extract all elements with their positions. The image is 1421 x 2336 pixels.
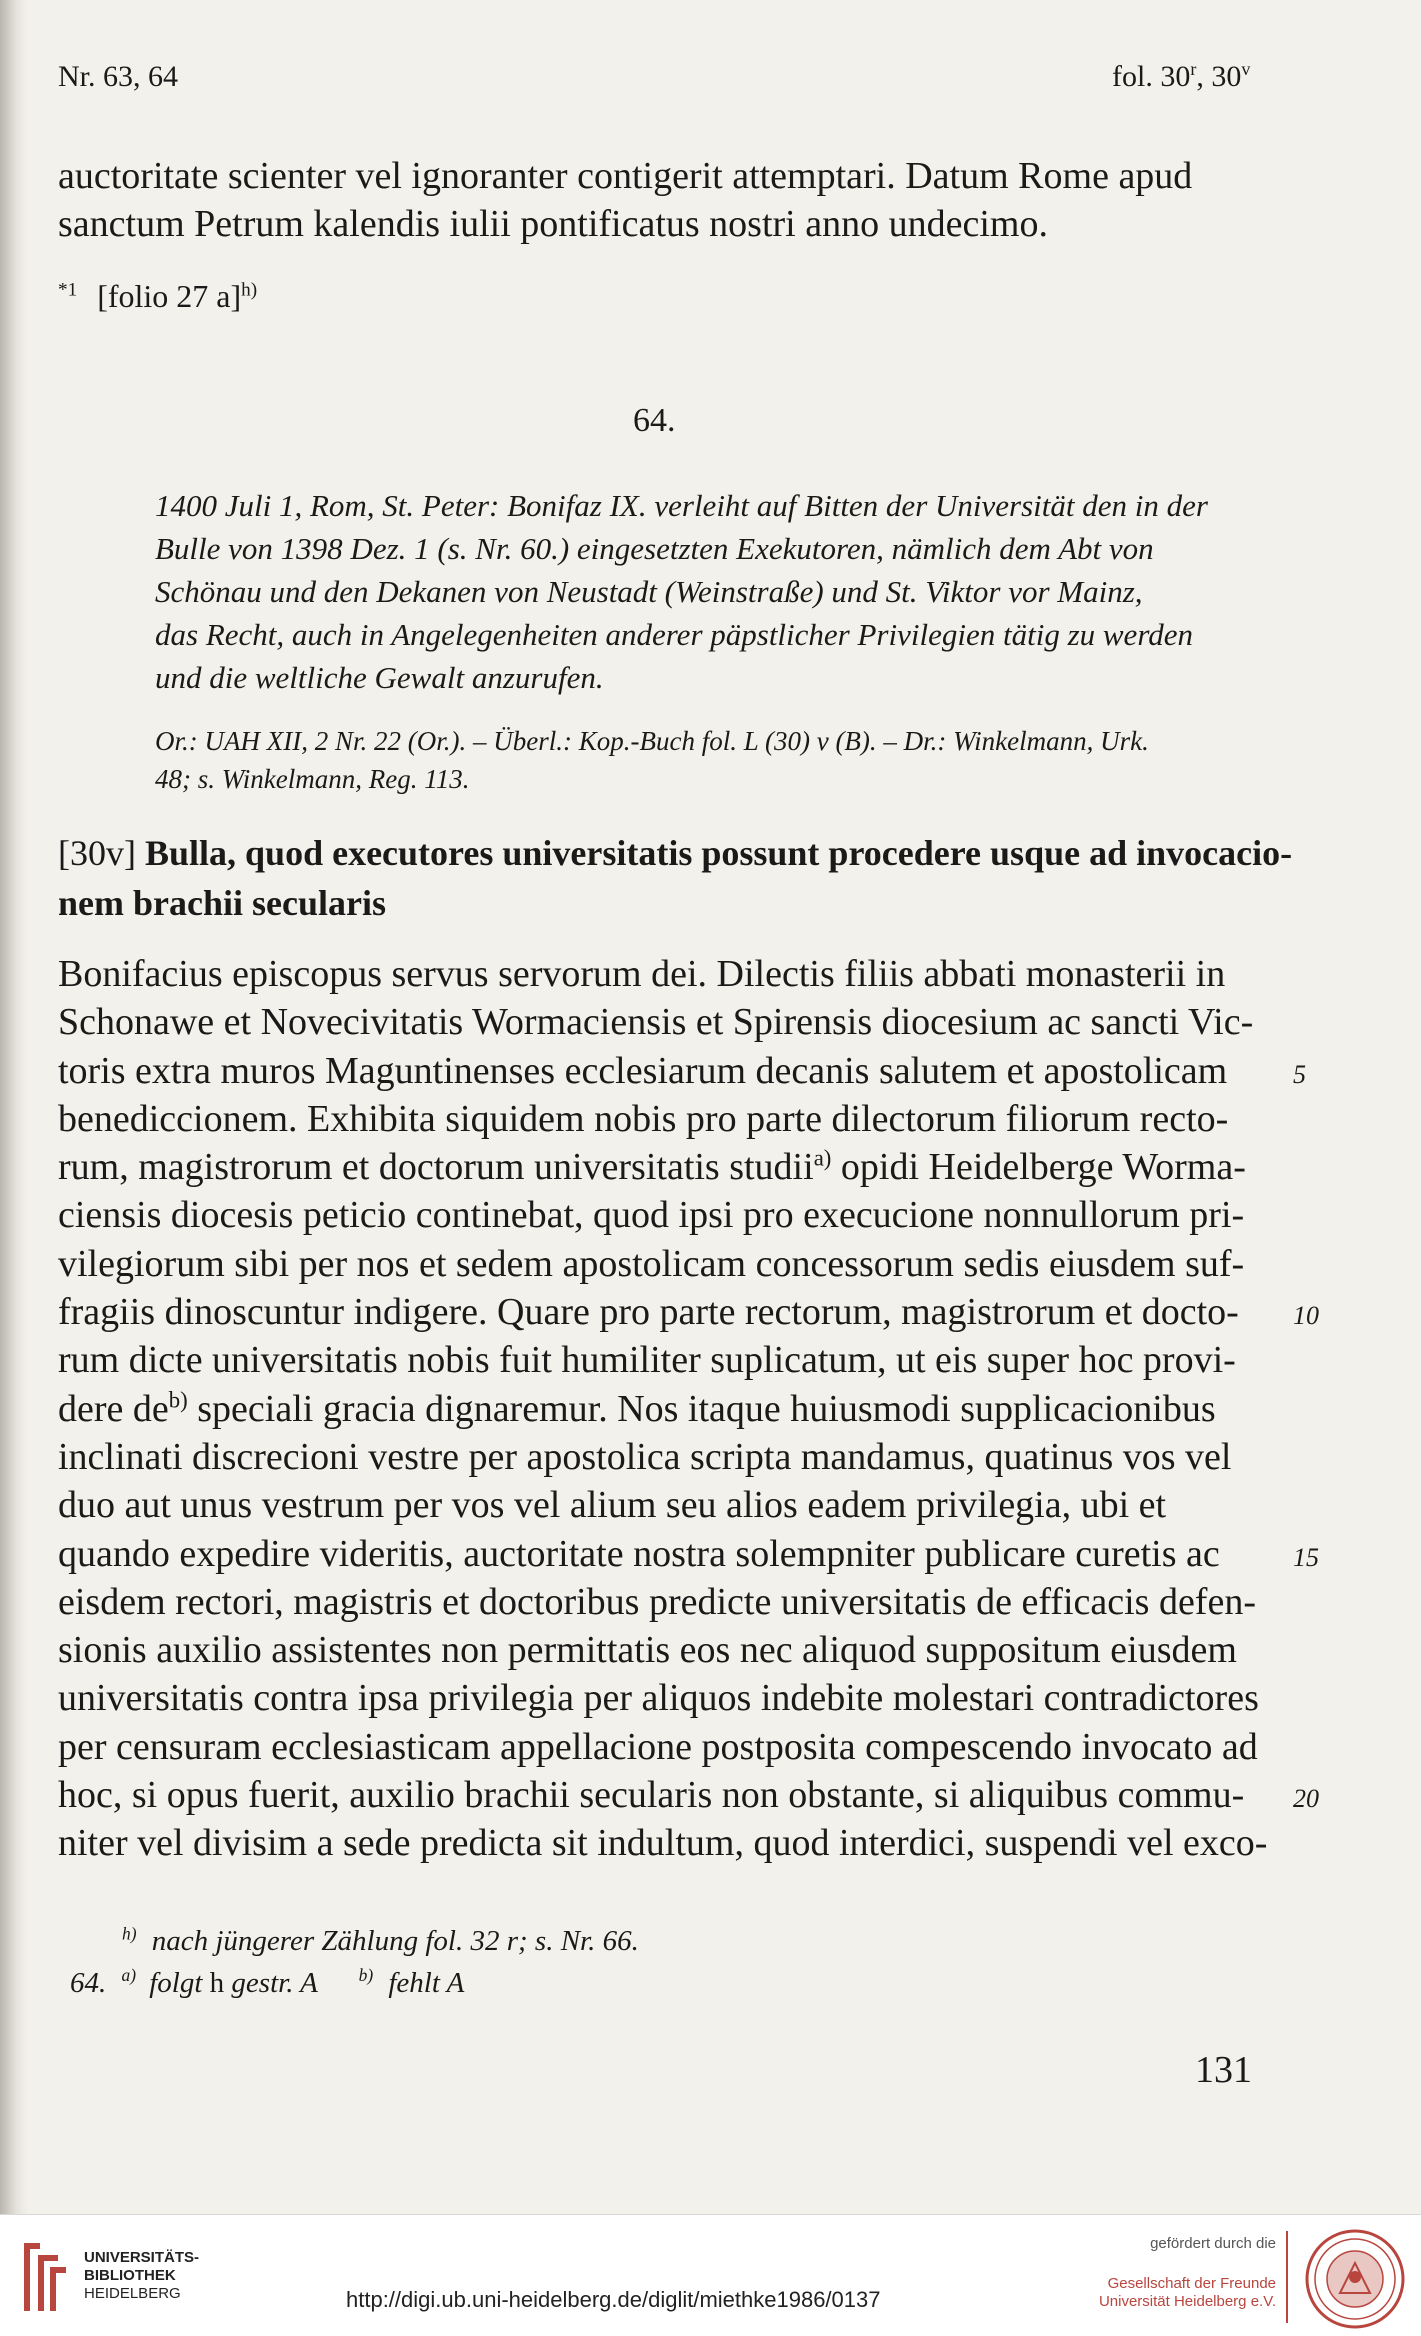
folio-note-sup: h) bbox=[241, 279, 258, 301]
regest-line: das Recht, auch in Angelegenheiten anderer päpstlicher Privilegien tätig zu werden bbox=[155, 617, 1193, 652]
heading-title-1: Bulla, quod executores universitatis possunt procedere usque ad invocacio- bbox=[144, 833, 1293, 873]
regest-line: und die weltliche Gewalt anzurufen. bbox=[155, 660, 604, 695]
source-line: 48; s. Winkelmann, Reg. 113. bbox=[155, 764, 470, 794]
heading-line bbox=[58, 878, 1268, 928]
running-head-right bbox=[1112, 60, 1250, 94]
university-seal-icon bbox=[1300, 2227, 1410, 2331]
running-head-left-text: Nr. 63, 64 bbox=[58, 60, 178, 93]
main-line: ciensis diocesis peticio continebat, quod ipsi pro execucione nonnullorum pri- bbox=[58, 1194, 1245, 1237]
document-number: 64. bbox=[633, 402, 676, 439]
regest bbox=[155, 484, 1255, 699]
main-line: sionis auxilio assistentes non permittatis eos nec aliquod suppositum eiusdem bbox=[58, 1629, 1237, 1672]
text-line: sanctum Petrum kalendis iulii pontificatus nostri anno undecimo. bbox=[58, 203, 1048, 245]
folio-text: fol. 30 bbox=[1112, 60, 1191, 93]
closing-paragraph bbox=[58, 152, 1258, 248]
main-line: fragiis dinoscuntur indigere. Quare pro parte rectorum, magistrorum et docto- 10 bbox=[58, 1288, 1268, 1336]
folio-sup-r: r bbox=[1190, 59, 1197, 79]
document-heading bbox=[58, 828, 1293, 928]
line-number: 20 bbox=[1293, 1784, 1319, 1814]
main-line: niter vel divisim a sede predicta sit indultum, quod interdici, suspendi vel exco- bbox=[58, 1822, 1268, 1865]
main-line: hoc, si opus fuerit, auxilio brachii secularis non obstante, si aliquibus commu- 20 bbox=[58, 1771, 1268, 1819]
main-line: Schonawe et Novecivitatis Wormaciensis et Spirensis diocesium ac sancti Vic- bbox=[58, 1001, 1254, 1044]
main-line: Bonifacius episcopus servus servorum dei. Dilectis filiis abbati monasterii in bbox=[58, 953, 1226, 995]
footer-bar bbox=[0, 2214, 1421, 2336]
footnotes bbox=[70, 1920, 639, 2004]
library-logo-icon bbox=[10, 2237, 74, 2317]
main-line: dere $de^{b)}$ speciali gracia dignaremur. Nos itaque huiusmodi supplicacionibus bbox=[58, 1387, 1216, 1430]
main-line: rum, magistrorum et doctorum universitatis studii$^{a)}$ opidi Heidelberge Worma- bbox=[58, 1145, 1246, 1189]
folio-note bbox=[58, 278, 257, 315]
folio-text-2: , 30 bbox=[1196, 60, 1242, 93]
footnote-64: 64. $^{a)}$ folgt h gestr. A $^{b)}$ fehlt A bbox=[70, 1965, 465, 1999]
main-line: vilegiorum sibi per nos et sedem apostolicam concessorum sedis eiusdem suf- bbox=[58, 1242, 1245, 1285]
page-number: 131 bbox=[1195, 2049, 1252, 2091]
text-line: auctoritate scienter vel ignoranter contigerit attemptari. Datum Rome apud bbox=[58, 155, 1193, 197]
folio-note-text: [folio 27 a] bbox=[97, 278, 242, 314]
heading-title-2: nem brachii secularis bbox=[58, 883, 386, 923]
line-number: 15 bbox=[1293, 1542, 1319, 1572]
sponsor-text: gefördert durch die Gesellschaft der Freunde Universität Heidelberg e.V. bbox=[1098, 2235, 1276, 2310]
main-line: rum dicte universitatis nobis fuit humiliter suplicatum, ut eis super hoc provi- bbox=[58, 1339, 1236, 1382]
source-note bbox=[155, 722, 1255, 798]
page-edge-shadow bbox=[0, 0, 28, 2214]
main-line: benediccionem. Exhibita siquidem nobis pro parte dilectorum filiorum recto- bbox=[58, 1097, 1229, 1140]
line-number: 10 bbox=[1293, 1301, 1319, 1331]
main-text bbox=[58, 950, 1319, 1868]
footer-divider bbox=[1286, 2231, 1288, 2323]
heading-folio: [30v] bbox=[58, 833, 136, 873]
main-line: toris extra muros Maguntinenses ecclesiarum decanis salutem et apostolicam 5 bbox=[58, 1047, 1268, 1095]
regest-line: 1400 Juli 1, Rom, St. Peter: Bonifaz IX. verleiht auf Bitten der Universität den in der bbox=[155, 488, 1208, 523]
folio-sup-v: v bbox=[1241, 59, 1251, 79]
source-line: Or.: UAH XII, 2 Nr. 22 (Or.). – Überl.: Kop.-Buch fol. L (30) v (B). – Dr.: Winkelmann, Urk. bbox=[155, 726, 1149, 756]
folio-note-mark: *1 bbox=[58, 279, 78, 301]
main-line: inclinati discrecioni vestre per apostolica scripta mandamus, quatinus vos vel bbox=[58, 1435, 1232, 1478]
permalink-url[interactable]: http://digi.ub.uni-heidelberg.de/diglit/miethke1986/0137 bbox=[346, 2287, 881, 2312]
heading-line bbox=[58, 828, 1293, 878]
main-line: universitatis contra ipsa privilegia per aliquos indebite molestari contradictores bbox=[58, 1677, 1259, 1720]
main-line: quando expedire videritis, auctoritate nostra solempniter publicare curetis ac 15 bbox=[58, 1530, 1268, 1578]
running-head-left bbox=[58, 60, 178, 94]
footnote-ref: a) bbox=[813, 1145, 832, 1171]
main-line: eisdem rectori, magistris et doctoribus predicte universitatis de efficacis defen- bbox=[58, 1580, 1256, 1623]
line-number: 5 bbox=[1293, 1059, 1306, 1089]
footnote-ref: b) bbox=[168, 1387, 188, 1413]
library-name: UNIVERSITÄTS- BIBLIOTHEK HEIDELBERG bbox=[84, 2249, 200, 2302]
main-line: per censuram ecclesiasticam appellacione postposita compescendo invocato ad bbox=[58, 1725, 1258, 1768]
footnote-h: $^{h)}$ nach jüngerer Zählung fol. 32 r; s. Nr. 66. bbox=[122, 1923, 639, 1957]
main-line: duo aut unus vestrum per vos vel alium seu alios eadem privilegia, ubi et bbox=[58, 1484, 1167, 1527]
regest-line: Schönau und den Dekanen von Neustadt (Weinstraße) und St. Viktor vor Mainz, bbox=[155, 574, 1143, 609]
regest-line: Bulle von 1398 Dez. 1 (s. Nr. 60.) eingesetzten Exekutoren, nämlich dem Abt von bbox=[155, 531, 1154, 566]
